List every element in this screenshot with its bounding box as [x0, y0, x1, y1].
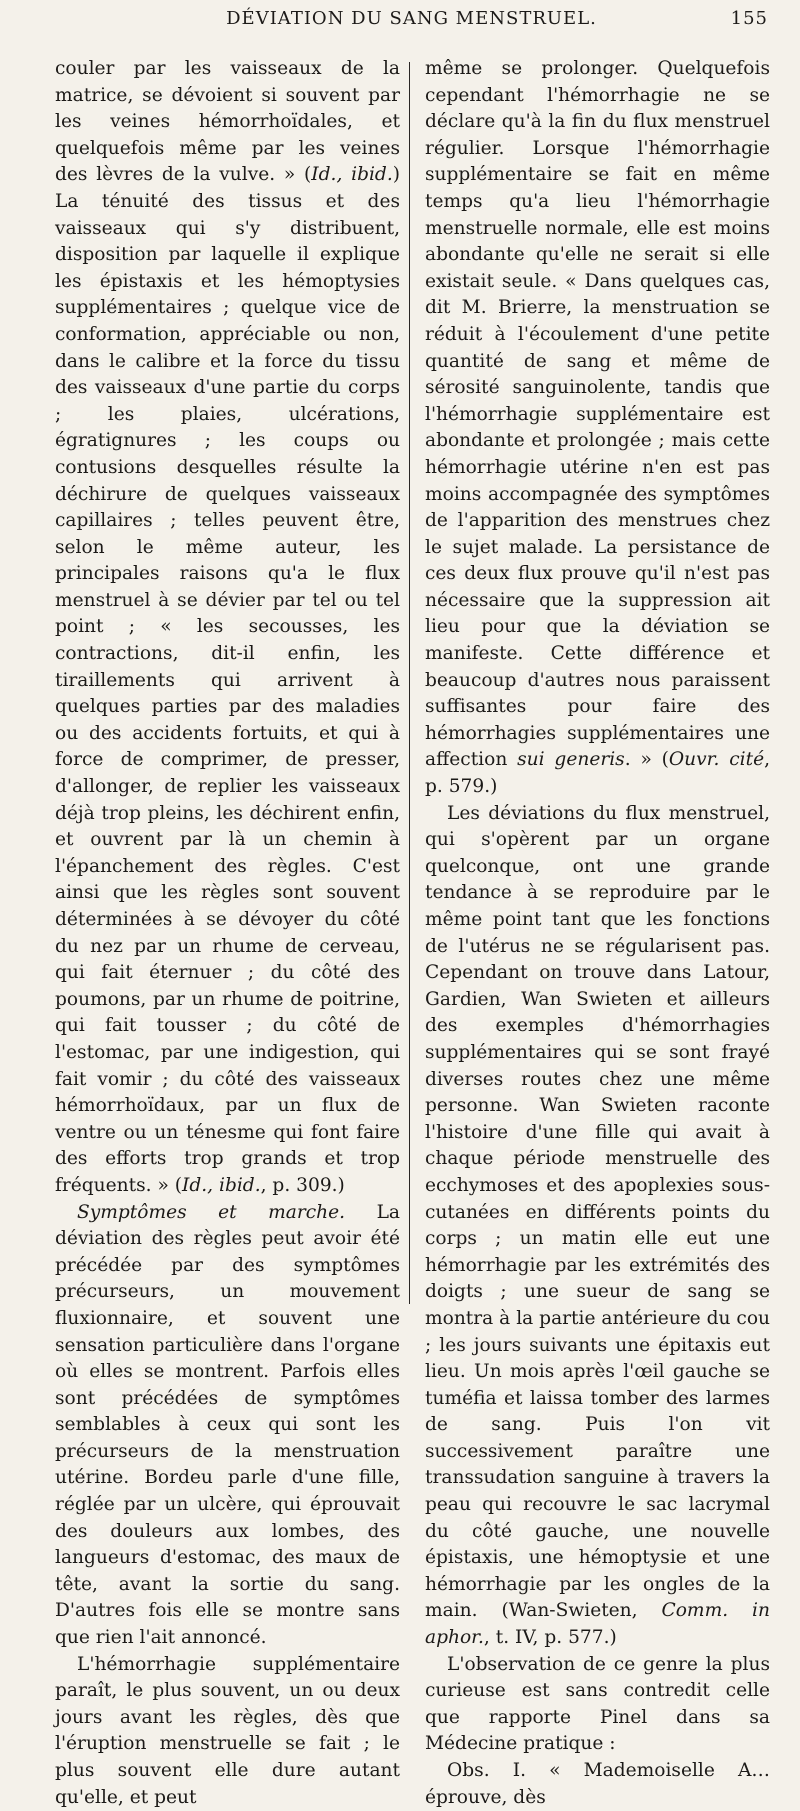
citation: Ouvr. cité — [668, 749, 765, 771]
text-run: , t. IV, p. 577.) — [483, 1627, 617, 1649]
section-heading: Symptômes et marche. — [77, 1201, 346, 1223]
left-column — [55, 56, 400, 1811]
right-paragraph-1 — [425, 56, 770, 801]
right-paragraph-3: L'observation de ce genre la plus curieuse est sans contredit celle que rapporte Pinel dans sa Médecine pratique : — [425, 1653, 770, 1755]
left-paragraph-3: L'hémorrhagie supplémentaire paraît, le plus souvent, un ou deux jours avant les règles, dès que l'éruption menstruelle se fait ; le plus souvent elle dure autant qu'elle, et peut — [55, 1653, 400, 1808]
text-run: couler par les vaisseaux de la matrice, se dévoient si souvent par les veines hémorrhoïdales, et quelquefois même par les veines des lèvres de la vulve. » ( — [55, 58, 400, 186]
text-run: La déviation des règles peut avoir été précédée par des symptômes précurseurs, un mouvement fluxionnaire, et souvent une sensation particulière dans l'organe où elles se montrent. Parfois elles sont précédées de symptômes semblables à ceux qui sont les précurseurs de la menstruation utérine. Bordeu parle d'une fille, réglée par un ulcère, qui éprouvait des douleurs aux lombes, des langueurs d'estomac, des maux de tête, avant la sortie du sang. D'autres fois elle se montre sans que rien l'ait annoncé. — [55, 1201, 400, 1649]
latin-term: sui generis — [517, 749, 625, 771]
page-number: 155 — [730, 8, 768, 29]
text-run: Les déviations du flux menstruel, qui s'opèrent par un organe quelconque, ont une grande tendance à se reproduire par le même point tant que les fonctions de l'utérus ne se régularisent pas. Cependant on trouve dans Latour, Gardien, Wan Swieten et ailleurs des exemples d'hémorrhagies supplémentaires qui se sont frayé diverses routes chez une même personne. Wan Swieten raconte l'histoire d'une fille qui avait à chaque période menstruelle des ecchymoses et des apoplexies sous-cutanées en différents points du corps ; un matin elle eut une hémorrhagie par les extrémités des doigts ; une sueur de sang se montra à la partie antérieure du cou ; les jours suivants une épitaxis eut lieu. Un mois après l'œil gauche se tuméfia et laissa tomber des larmes de sang. Puis l'on vit successivement paraître une transsudation sanguine à travers la peau qui recouvre le sac lacrymal du côté gauche, une nouvelle épistaxis, une hémoptysie et une hémorrhagie par les ongles de la main. (Wan-Swieten, — [425, 802, 770, 1622]
text-run: . » ( — [624, 749, 669, 771]
column-divider — [409, 62, 410, 1304]
right-column — [425, 56, 770, 1811]
citation: Id., ibid. — [311, 164, 393, 186]
right-paragraph-2 — [425, 801, 770, 1652]
running-title: DÉVIATION DU SANG MENSTRUEL. — [226, 8, 597, 29]
citation: Comm. in aphor. — [425, 1600, 770, 1649]
text-run: même se prolonger. Quelquefois cependant l'hémorrhagie ne se déclare qu'à la fin du flux menstruel régulier. Lorsque l'hémorrhagie supplémentaire se fait en même temps qu'a lieu l'hémorrhagie menstruelle normale, elle est moins abondante qu'elle ne serait si elle existait seule. « Dans quelques cas, dit M. Brierre, la menstruation se réduit à l'écoulement d'une petite quantité de sang et même de sérosité sanguinolente, tandis que l'hémorrhagie supplémentaire est abondante et prolongée ; mais cette hémorrhagie utérine n'en est pas moins accompagnée des symptômes de l'apparition des menstrues chez le sujet malade. La persistance de ces deux flux prouve qu'il n'est pas nécessaire que la suppression ait lieu pour que la déviation se manifeste. Cette différence et beaucoup d'autres nous paraissent suffisantes pour faire des hémorrhagies supplémentaires une affection — [425, 58, 770, 771]
text-run: ) La ténuité des tissus et des vaisseaux qui s'y distribuent, disposition par laquelle il explique les épistaxis et les hémoptysies supplémentaires ; quelque vice de conformation, appréciable ou non, dans le calibre et la force du tissu des vaisseaux d'une partie du corps ; les plaies, ulcérations, égratignures ; les coups ou contusions desquelles résulte la déchirure de quelques vaisseaux capillaires ; telles peuvent être, selon le même auteur, les principales raisons qu'a le flux menstruel à se dévier par tel ou tel point ; « les secousses, les contractions, dit-il enfin, les tiraillements qui arrivent à quelques parties par des maladies ou des accidents fortuits, et qui à force de comprimer, de presser, d'allonger, de replier les vaisseaux déjà trop pleins, les déchirent enfin, et ouvrent par là un chemin à l'épanchement des règles. C'est ainsi que les règles sont souvent déterminées à se dévoyer du côté du nez par un rhume de cerveau, qui fait éternuer ; du côté des poumons, par un rhume de poitrine, qui fait tousser ; du côté de l'estomac, par une indigestion, qui fait vomir ; du côté des vaisseaux hémorrhoïdaux, par un flux de ventre ou un ténesme qui font faire des efforts trop grands et trop fréquents. » ( — [55, 164, 400, 1196]
text-run: , p. 309.) — [260, 1174, 345, 1196]
left-paragraph-2 — [55, 1200, 400, 1652]
citation: Id., ibid. — [182, 1174, 261, 1196]
left-paragraph-1 — [55, 56, 400, 1200]
text-run: , p. 579.) — [425, 749, 770, 798]
right-paragraph-4: Obs. I. « Mademoiselle A… éprouve, dès — [425, 1760, 770, 1808]
page-header — [55, 6, 768, 42]
